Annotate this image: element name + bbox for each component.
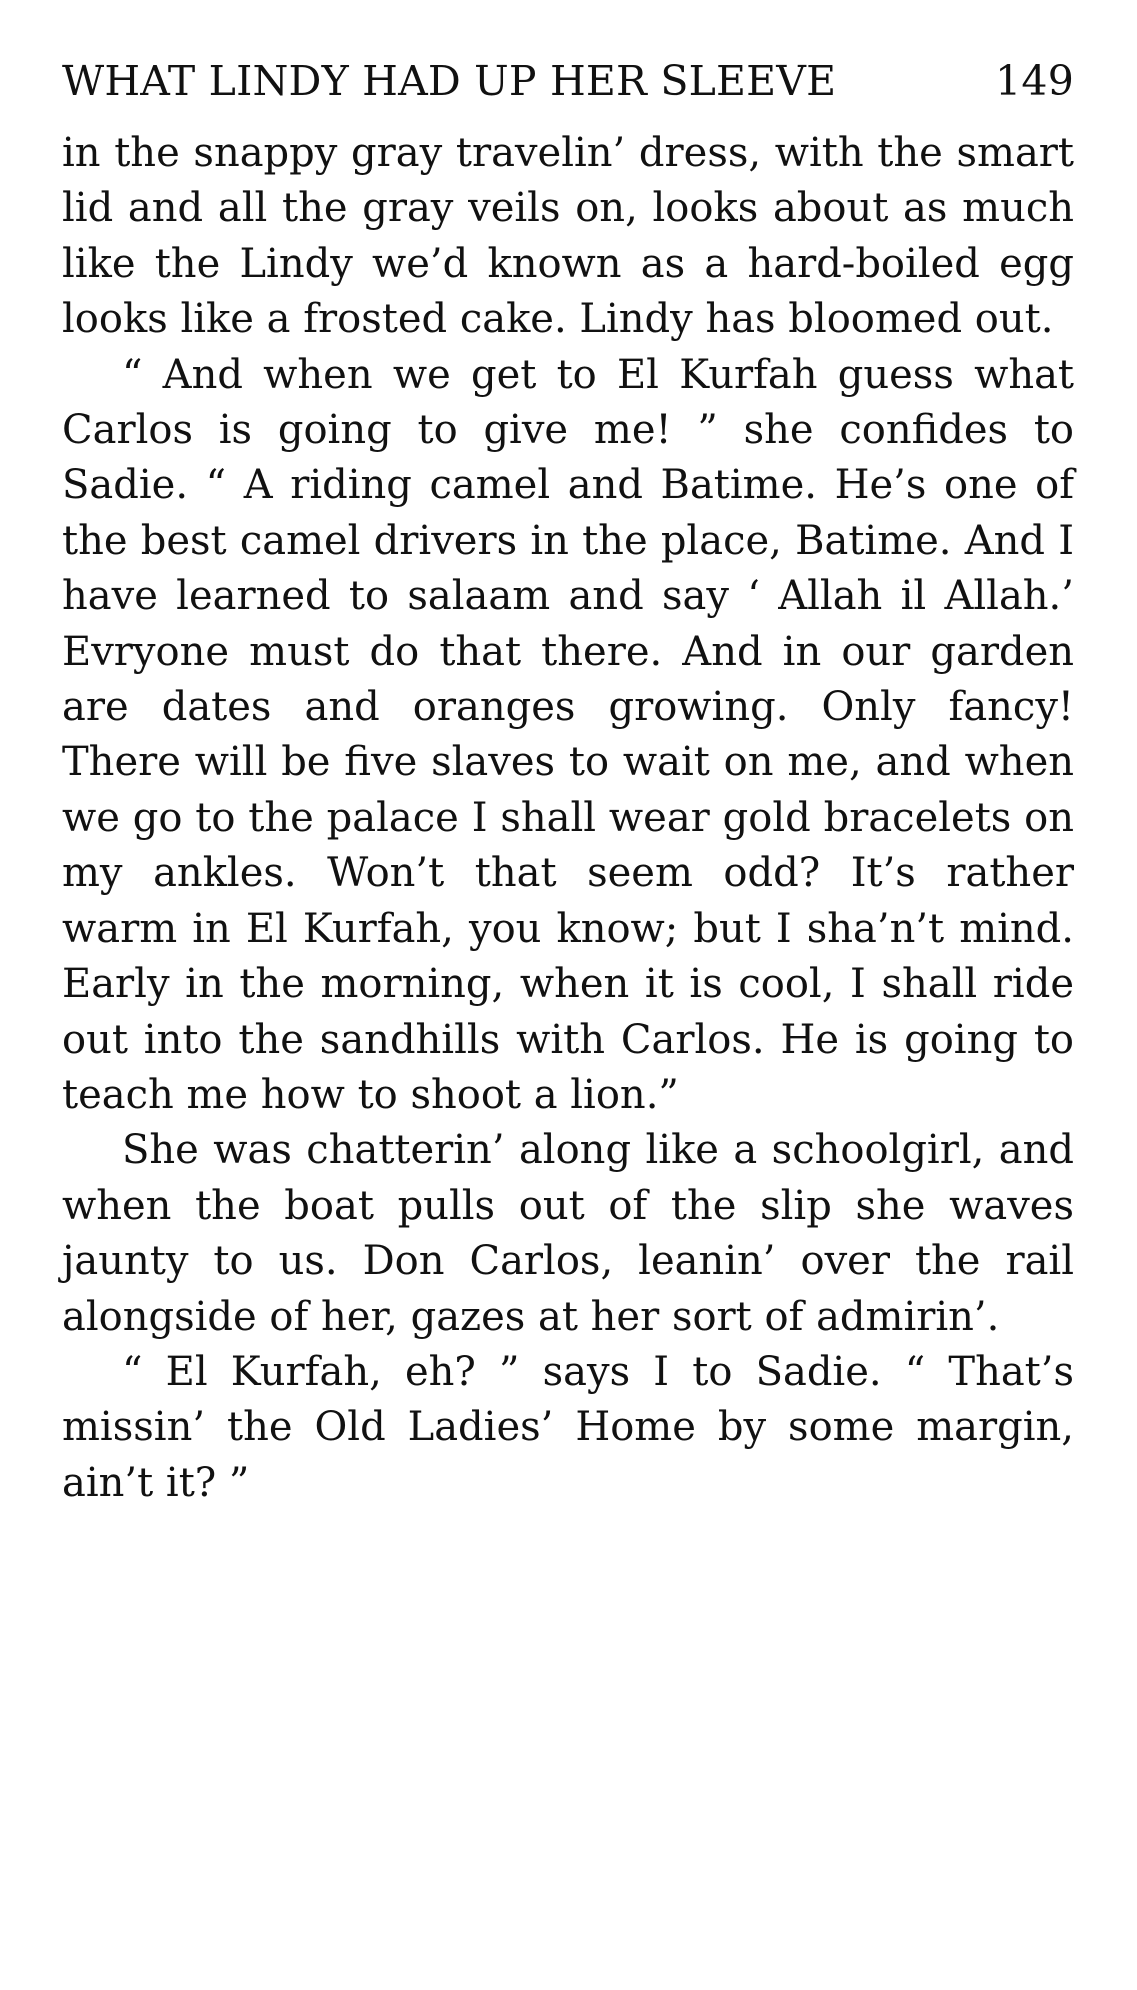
running-head xyxy=(62,50,1074,112)
paragraph-boat-departure: She was chatterin’ along like a schoolgirl, and when the boat pulls out of the slip she waves jaunty to us. Don Carlos, leanin’ over the rail alongside of her, gazes at her sort of admirin’. xyxy=(62,1127,1074,1340)
paragraph-lindy-speech: “ And when we get to El Kurfah guess what Carlos is going to give me! ” she confides to Sadie. “ A riding camel and Batime. He’s one of the best camel drivers in the place, Batime. And I have learned to salaam and say ‘ Allah il Allah.’ Evryone must do that there. And in our garden are dates and oranges growing. Only fancy! There will be five slaves to wait on me, and when we go to the palace I shall wear gold bracelets on my ankles. Won’t that seem odd? It’s rather warm in El Kurfah, you know; but I sha’n’t mind. Early in the morning, when it is cool, I shall ride out into the sandhills with Carlos. He is going to teach me how to shoot a lion.” xyxy=(62,351,1074,1118)
body-text xyxy=(62,126,1074,1511)
paragraph-el-kurfah-remark: “ El Kurfah, eh? ” says I to Sadie. “ That’s missin’ the Old Ladies’ Home by some margin, ain’t it? ” xyxy=(62,1348,1074,1506)
page-number: 149 xyxy=(995,57,1074,105)
running-title: WHAT LINDY HAD UP HER SLEEVE xyxy=(62,57,837,105)
paragraph-continuation: in the snappy gray travelin’ dress, with the smart lid and all the gray veils on, looks about as much like the Lindy we’d known as a hard-boiled egg looks like a frosted cake. Lindy has bloomed out. xyxy=(62,130,1074,343)
book-page xyxy=(62,50,1074,1511)
